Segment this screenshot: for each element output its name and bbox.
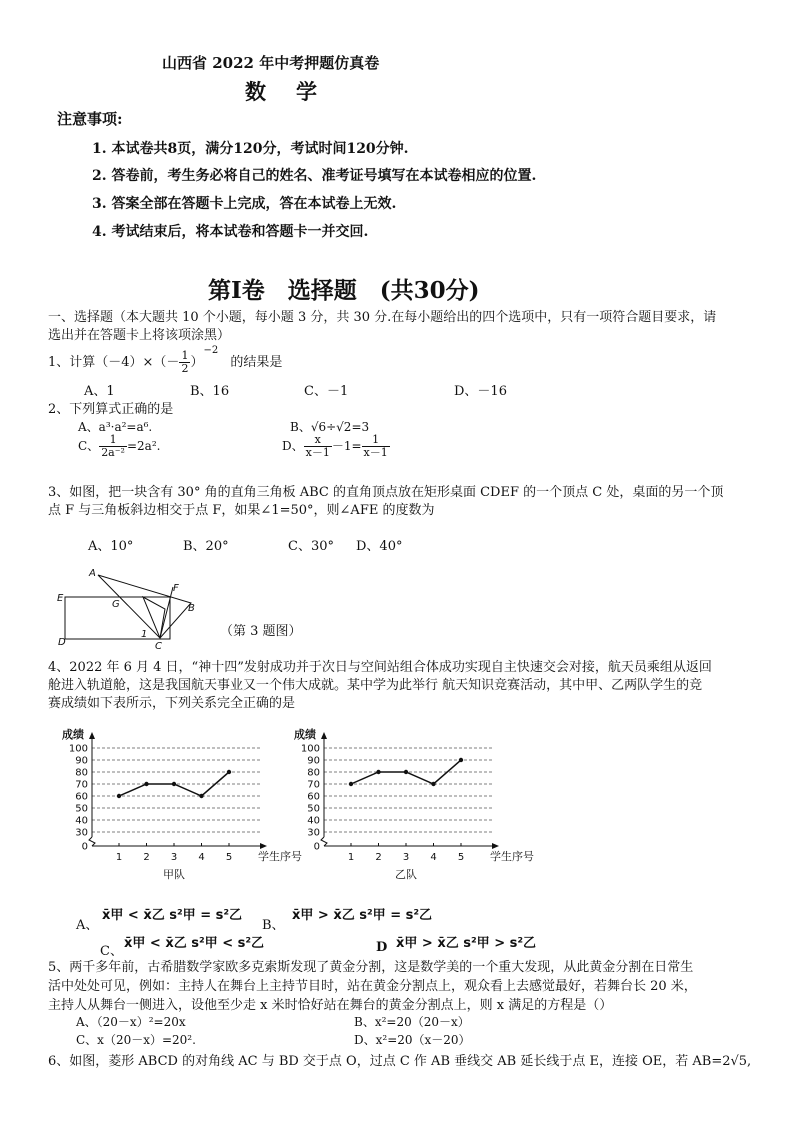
x-axis-label: 学生序号 bbox=[490, 850, 534, 863]
data-point bbox=[404, 770, 408, 774]
exam-title: 山西省 2022 年中考押题仿真卷 bbox=[162, 54, 380, 72]
chart-title: 甲队 bbox=[163, 868, 185, 881]
section-title: 第Ⅰ卷 选择题 (共30分) bbox=[208, 277, 480, 304]
figure-caption: （第 3 题图） bbox=[220, 624, 302, 639]
section-intro: 一、选择题（本大题共 10 个小题，每小题 3 分，共 30 分.在每小题给出的四个选项中，只有一项符合题目要求，请 bbox=[48, 310, 717, 325]
y-tick-label: 90 bbox=[75, 755, 88, 767]
y-tick-label: 70 bbox=[307, 779, 320, 791]
option-d: D、x²=20（x－20） bbox=[354, 1033, 471, 1047]
y-tick-label: 40 bbox=[75, 815, 88, 827]
x-tick-label: 5 bbox=[225, 852, 233, 863]
data-point bbox=[199, 794, 203, 798]
option-c bbox=[78, 434, 160, 459]
question-1-stem bbox=[48, 344, 283, 375]
label-c: C bbox=[155, 641, 162, 650]
section-intro: 选出并在答题卡上将该项涂黑） bbox=[48, 328, 231, 343]
label-e: E bbox=[57, 593, 64, 604]
question-4-stem: 舱进入轨道舱，这是我国航天事业又一个伟大成就。某中学为此举行 航天知识竞赛活动，其中甲、乙两队学生的竞 bbox=[48, 678, 703, 693]
option-d: D、40° bbox=[356, 539, 403, 554]
notice-heading: 注意事项: bbox=[57, 110, 123, 128]
option-b bbox=[290, 418, 369, 435]
y-tick-label: 0 bbox=[313, 841, 320, 853]
q2-c-part: C、 bbox=[78, 439, 100, 453]
chart-team-yi bbox=[290, 724, 540, 884]
axis-break bbox=[89, 837, 95, 846]
y-tick-label: 100 bbox=[300, 743, 320, 755]
y-tick-label: 50 bbox=[75, 803, 88, 815]
x-tick-label: 5 bbox=[457, 852, 465, 863]
option-a: A、1 bbox=[84, 384, 115, 399]
option-d: D、－16 bbox=[454, 384, 507, 399]
y-tick-label: 100 bbox=[68, 743, 88, 755]
q4-option-b: x̄甲 > x̄乙 s²甲 = s²乙 bbox=[292, 908, 433, 923]
frac-den: x－1 bbox=[363, 446, 388, 459]
option-c: C、x（20－x）=20². bbox=[76, 1033, 196, 1047]
q2-c-fraction bbox=[99, 434, 127, 459]
y-tick-label: 30 bbox=[307, 827, 320, 839]
question-5-stem: 主持人从舞台一侧进入，设他至少走 x 米时恰好站在舞台的黄金分割点上，则 x 满足的方程是（） bbox=[48, 998, 613, 1013]
q4-option-b-label: B、 bbox=[262, 918, 285, 933]
y-axis-arrow bbox=[321, 732, 327, 739]
y-axis-arrow bbox=[89, 732, 95, 739]
y-tick-label: 90 bbox=[307, 755, 320, 767]
frac-den: 2a⁻² bbox=[101, 446, 125, 459]
frac-num: 1 bbox=[362, 434, 390, 447]
subject-title: 数学 bbox=[245, 79, 347, 104]
q4-option-d: x̄甲 > x̄乙 s²甲 > s²乙 bbox=[396, 936, 537, 951]
y-tick-label: 60 bbox=[75, 791, 88, 803]
label-b: B bbox=[188, 603, 195, 614]
q2-b-part: B、√6 bbox=[290, 420, 327, 434]
q2-d-fraction bbox=[304, 434, 332, 459]
option-a: A、10° bbox=[88, 539, 134, 554]
option-c: C、30° bbox=[288, 539, 334, 554]
question-3-stem: 3、如图，把一块含有 30° 角的直角三角板 ABC 的直角顶点放在矩形桌面 CDEF 的一个顶点 C 处，桌面的另一个顶 bbox=[48, 485, 724, 500]
y-tick-label: 70 bbox=[75, 779, 88, 791]
y-axis-label: 成绩 bbox=[62, 728, 84, 741]
y-tick-label: 0 bbox=[81, 841, 88, 853]
notice-item: 1. 本试卷共8页，满分120分，考试时间120分钟. bbox=[92, 141, 409, 157]
y-tick-label: 80 bbox=[307, 767, 320, 779]
option-b: B、16 bbox=[190, 384, 230, 399]
q2-d-part: D、 bbox=[282, 439, 304, 453]
option-b: B、20° bbox=[183, 539, 229, 554]
x-axis-arrow bbox=[260, 843, 267, 849]
data-point bbox=[172, 782, 176, 786]
q4-option-a: x̄甲 < x̄乙 s²甲 = s²乙 bbox=[102, 908, 243, 923]
question-6-stem: 6、如图，菱形 ABCD 的对角线 AC 与 BD 交于点 O，过点 C 作 AB 垂线交 AB 延长线于点 E，连接 OE，若 AB=2√5, bbox=[48, 1054, 752, 1069]
data-point bbox=[376, 770, 380, 774]
x-axis-label: 学生序号 bbox=[258, 850, 302, 863]
notice-item: 3. 答案全部在答题卡上完成，答在本试卷上无效. bbox=[92, 196, 397, 212]
question-3-stem: 点 F 与三角板斜边相交于点 F，如果∠1=50°，则∠AFE 的度数为 bbox=[48, 503, 435, 518]
question-4-stem: 赛成绩如下表所示，下列关系完全正确的是 bbox=[48, 696, 296, 711]
x-tick-label: 2 bbox=[375, 852, 382, 863]
chart-team-jia bbox=[58, 724, 308, 884]
chart-title: 乙队 bbox=[395, 868, 417, 881]
q1-paren: ） bbox=[190, 355, 204, 370]
y-tick-label: 50 bbox=[307, 803, 320, 815]
data-point bbox=[459, 758, 463, 762]
q2-b-part: ÷√2=3 bbox=[326, 420, 370, 434]
frac-num: 1 bbox=[99, 434, 127, 447]
y-tick-label: 40 bbox=[307, 815, 320, 827]
notice-item: 4. 考试结束后，将本试卷和答题卡一并交回. bbox=[92, 224, 369, 240]
question-5-stem: 活中处处可见，例如：主持人在舞台上主持节目时，站在黄金分割点上，观众看上去感觉最好，若舞台长 20 米， bbox=[48, 979, 697, 994]
x-tick-label: 4 bbox=[198, 852, 205, 863]
option-b: B、x²=20（20－x） bbox=[354, 1015, 470, 1029]
data-point bbox=[431, 782, 435, 786]
x-tick-label: 3 bbox=[170, 852, 178, 863]
q1-stem-part: 1、计算（－4）×（－ bbox=[48, 355, 180, 370]
y-axis-label: 成绩 bbox=[294, 728, 316, 741]
q1-frac-num: 1 bbox=[181, 349, 189, 362]
x-tick-label: 1 bbox=[347, 852, 355, 863]
label-f: F bbox=[173, 583, 179, 594]
label-a: A bbox=[89, 568, 96, 579]
question-4-stem: 4、2022 年 6 月 4 日，“神十四”发射成功并于次日与空间站组合体成功实现自主快速交会对接，航天员乘组从返回 bbox=[48, 660, 712, 675]
frac-den: x－1 bbox=[305, 446, 330, 459]
q2-c-part: =2a². bbox=[126, 439, 161, 453]
frac-num: x bbox=[304, 434, 332, 447]
x-axis-arrow bbox=[492, 843, 499, 849]
y-tick-label: 60 bbox=[307, 791, 320, 803]
q1-stem-part: 的结果是 bbox=[230, 355, 283, 370]
x-tick-label: 4 bbox=[430, 852, 437, 863]
q1-frac-den: 2 bbox=[181, 362, 189, 375]
q4-option-c: x̄甲 < x̄乙 s²甲 < s²乙 bbox=[124, 936, 265, 951]
label-g: G bbox=[112, 599, 120, 610]
q3-figure bbox=[55, 565, 215, 650]
q4-option-a-label: A、 bbox=[76, 918, 99, 933]
label-d: D bbox=[58, 637, 66, 648]
notice-item: 2. 答卷前，考生务必将自己的姓名、准考证号填写在本试卷相应的位置. bbox=[92, 168, 537, 184]
x-tick-label: 2 bbox=[143, 852, 150, 863]
axis-break bbox=[321, 837, 327, 846]
x-tick-label: 1 bbox=[115, 852, 123, 863]
question-2-stem: 2、下列算式正确的是 bbox=[48, 402, 174, 417]
y-tick-label: 80 bbox=[75, 767, 88, 779]
option-d bbox=[282, 434, 390, 459]
q4-option-d-label: D bbox=[376, 940, 388, 955]
question-5-stem: 5、两千多年前，古希腊数学家欧多克索斯发现了黄金分割，这是数学美的一个重大发现，从此黄金分割在日常生 bbox=[48, 960, 694, 975]
option-a: A、（20－x）²=20x bbox=[76, 1015, 186, 1029]
data-point bbox=[117, 794, 121, 798]
q4-option-c-label: C、 bbox=[100, 944, 123, 959]
y-tick-label: 30 bbox=[75, 827, 88, 839]
data-point bbox=[144, 782, 148, 786]
x-tick-label: 3 bbox=[402, 852, 410, 863]
option-a: A、a³·a²=a⁶. bbox=[78, 420, 153, 434]
q1-exponent: −2 bbox=[203, 344, 219, 356]
option-c: C、－1 bbox=[304, 384, 349, 399]
q1-fraction bbox=[179, 350, 190, 375]
label-angle-1: 1 bbox=[141, 629, 148, 640]
data-point bbox=[227, 770, 231, 774]
q2-d-part: －1= bbox=[331, 439, 362, 453]
q2-d-fraction bbox=[362, 434, 390, 459]
data-point bbox=[349, 782, 353, 786]
